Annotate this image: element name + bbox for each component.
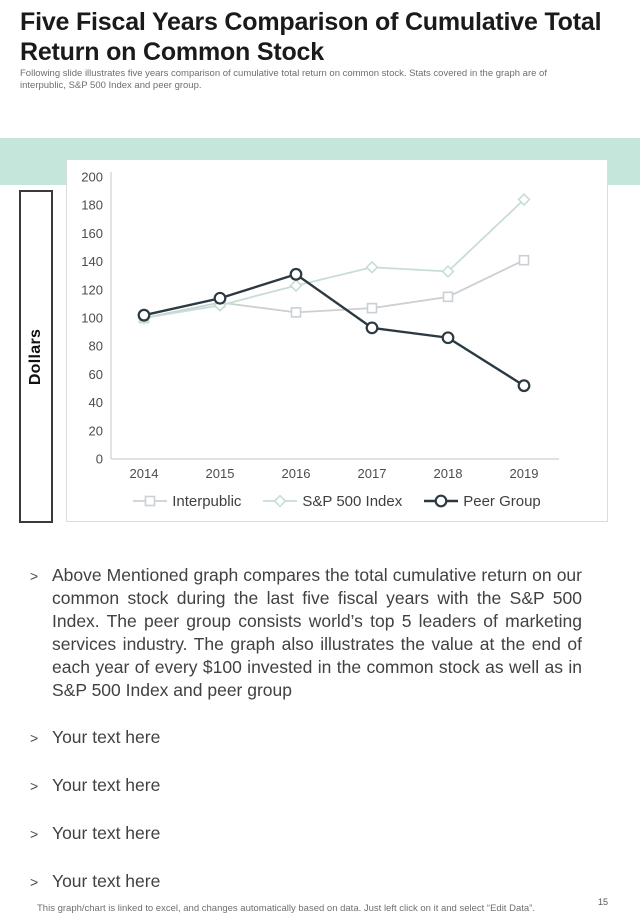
data-point-circle <box>291 269 302 280</box>
legend-label: Peer Group <box>463 492 541 510</box>
bullet-item-placeholder <box>30 726 582 750</box>
legend-item-peer-group <box>424 493 541 510</box>
y-axis-title-box <box>19 190 53 523</box>
legend-label: S&P 500 Index <box>302 492 403 510</box>
y-tick-label: 80 <box>88 338 103 354</box>
y-tick-label: 180 <box>81 197 103 213</box>
legend-item-s-p-500-index <box>263 493 402 510</box>
line-chart[interactable] <box>67 160 609 490</box>
data-point-square <box>146 497 155 506</box>
bullet-text[interactable]: Your text here <box>52 727 161 747</box>
data-point-square <box>292 308 301 317</box>
circle-marker-icon <box>424 494 458 508</box>
y-tick-label: 60 <box>88 366 103 382</box>
bullet-marker-icon: > <box>30 568 39 584</box>
y-tick-label: 20 <box>88 423 103 439</box>
data-point-circle <box>139 310 150 321</box>
data-point-circle <box>443 332 454 343</box>
bullet-marker-icon: > <box>30 826 39 842</box>
data-point-square <box>520 256 529 265</box>
bullet-item-placeholder <box>30 870 582 894</box>
data-point-square <box>444 292 453 301</box>
y-tick-label: 100 <box>81 310 103 326</box>
x-tick-label: 2019 <box>509 466 539 481</box>
bullet-item <box>30 564 582 702</box>
y-tick-label: 160 <box>81 225 103 241</box>
y-tick-label: 0 <box>95 451 103 467</box>
bullet-item-placeholder <box>30 822 582 846</box>
x-tick-label: 2015 <box>205 466 235 481</box>
data-point-circle <box>519 380 530 391</box>
bullet-item-placeholder <box>30 774 582 798</box>
bullet-list <box>30 564 582 894</box>
legend-label: Interpublic <box>172 492 242 510</box>
bullet-marker-icon: > <box>30 778 39 794</box>
y-tick-label: 140 <box>81 254 103 270</box>
series-line-peer-group <box>144 274 524 385</box>
data-point-circle <box>367 323 378 334</box>
y-tick-label: 120 <box>81 282 103 298</box>
x-tick-label: 2016 <box>281 466 311 481</box>
x-tick-label: 2017 <box>357 466 387 481</box>
data-point-circle <box>436 496 447 507</box>
data-point-diamond <box>367 262 378 273</box>
chart-legend <box>67 486 607 516</box>
page-subtitle: Following slide illustrates five years comparison of cumulative total return on common stock. Stats covered in the graph are of interpublic, S&P 500 Index and peer group. <box>20 68 547 92</box>
bullet-text[interactable]: Your text here <box>52 871 161 891</box>
chart-card[interactable] <box>66 159 608 522</box>
legend-item-interpublic <box>133 493 241 510</box>
y-axis-title: Dollars <box>27 328 44 385</box>
square-marker-icon <box>133 494 167 508</box>
page-title: Five Fiscal Years Comparison of Cumulative Total Return on Common Stock <box>20 8 602 66</box>
bullet-text[interactable]: Your text here <box>52 823 161 843</box>
y-tick-label: 40 <box>88 395 103 411</box>
data-point-diamond <box>275 496 286 507</box>
page-number: 15 <box>598 897 609 907</box>
bullet-text[interactable]: Your text here <box>52 775 161 795</box>
x-tick-label: 2018 <box>433 466 463 481</box>
x-tick-label: 2014 <box>129 466 159 481</box>
bullet-marker-icon: > <box>30 874 39 890</box>
data-point-circle <box>215 293 226 304</box>
y-tick-label: 200 <box>81 169 103 185</box>
data-point-diamond <box>291 280 302 291</box>
data-point-square <box>368 304 377 313</box>
diamond-marker-icon <box>263 494 297 508</box>
bullet-marker-icon: > <box>30 730 39 746</box>
bullet-text[interactable]: Above Mentioned graph compares the total cumulative return on our common stock during the last five fiscal years with the S&P 500 Index. The peer group consists world’s top 5 leaders of marketing services industry. The graph also illustrates the value at the end of each year of every $100 invested in the common stock as well as in S&P 500 Index and peer group <box>52 565 582 700</box>
footer-note: This graph/chart is linked to excel, and changes automatically based on data. Just left click on it and select “Edit Data”. <box>37 903 535 914</box>
